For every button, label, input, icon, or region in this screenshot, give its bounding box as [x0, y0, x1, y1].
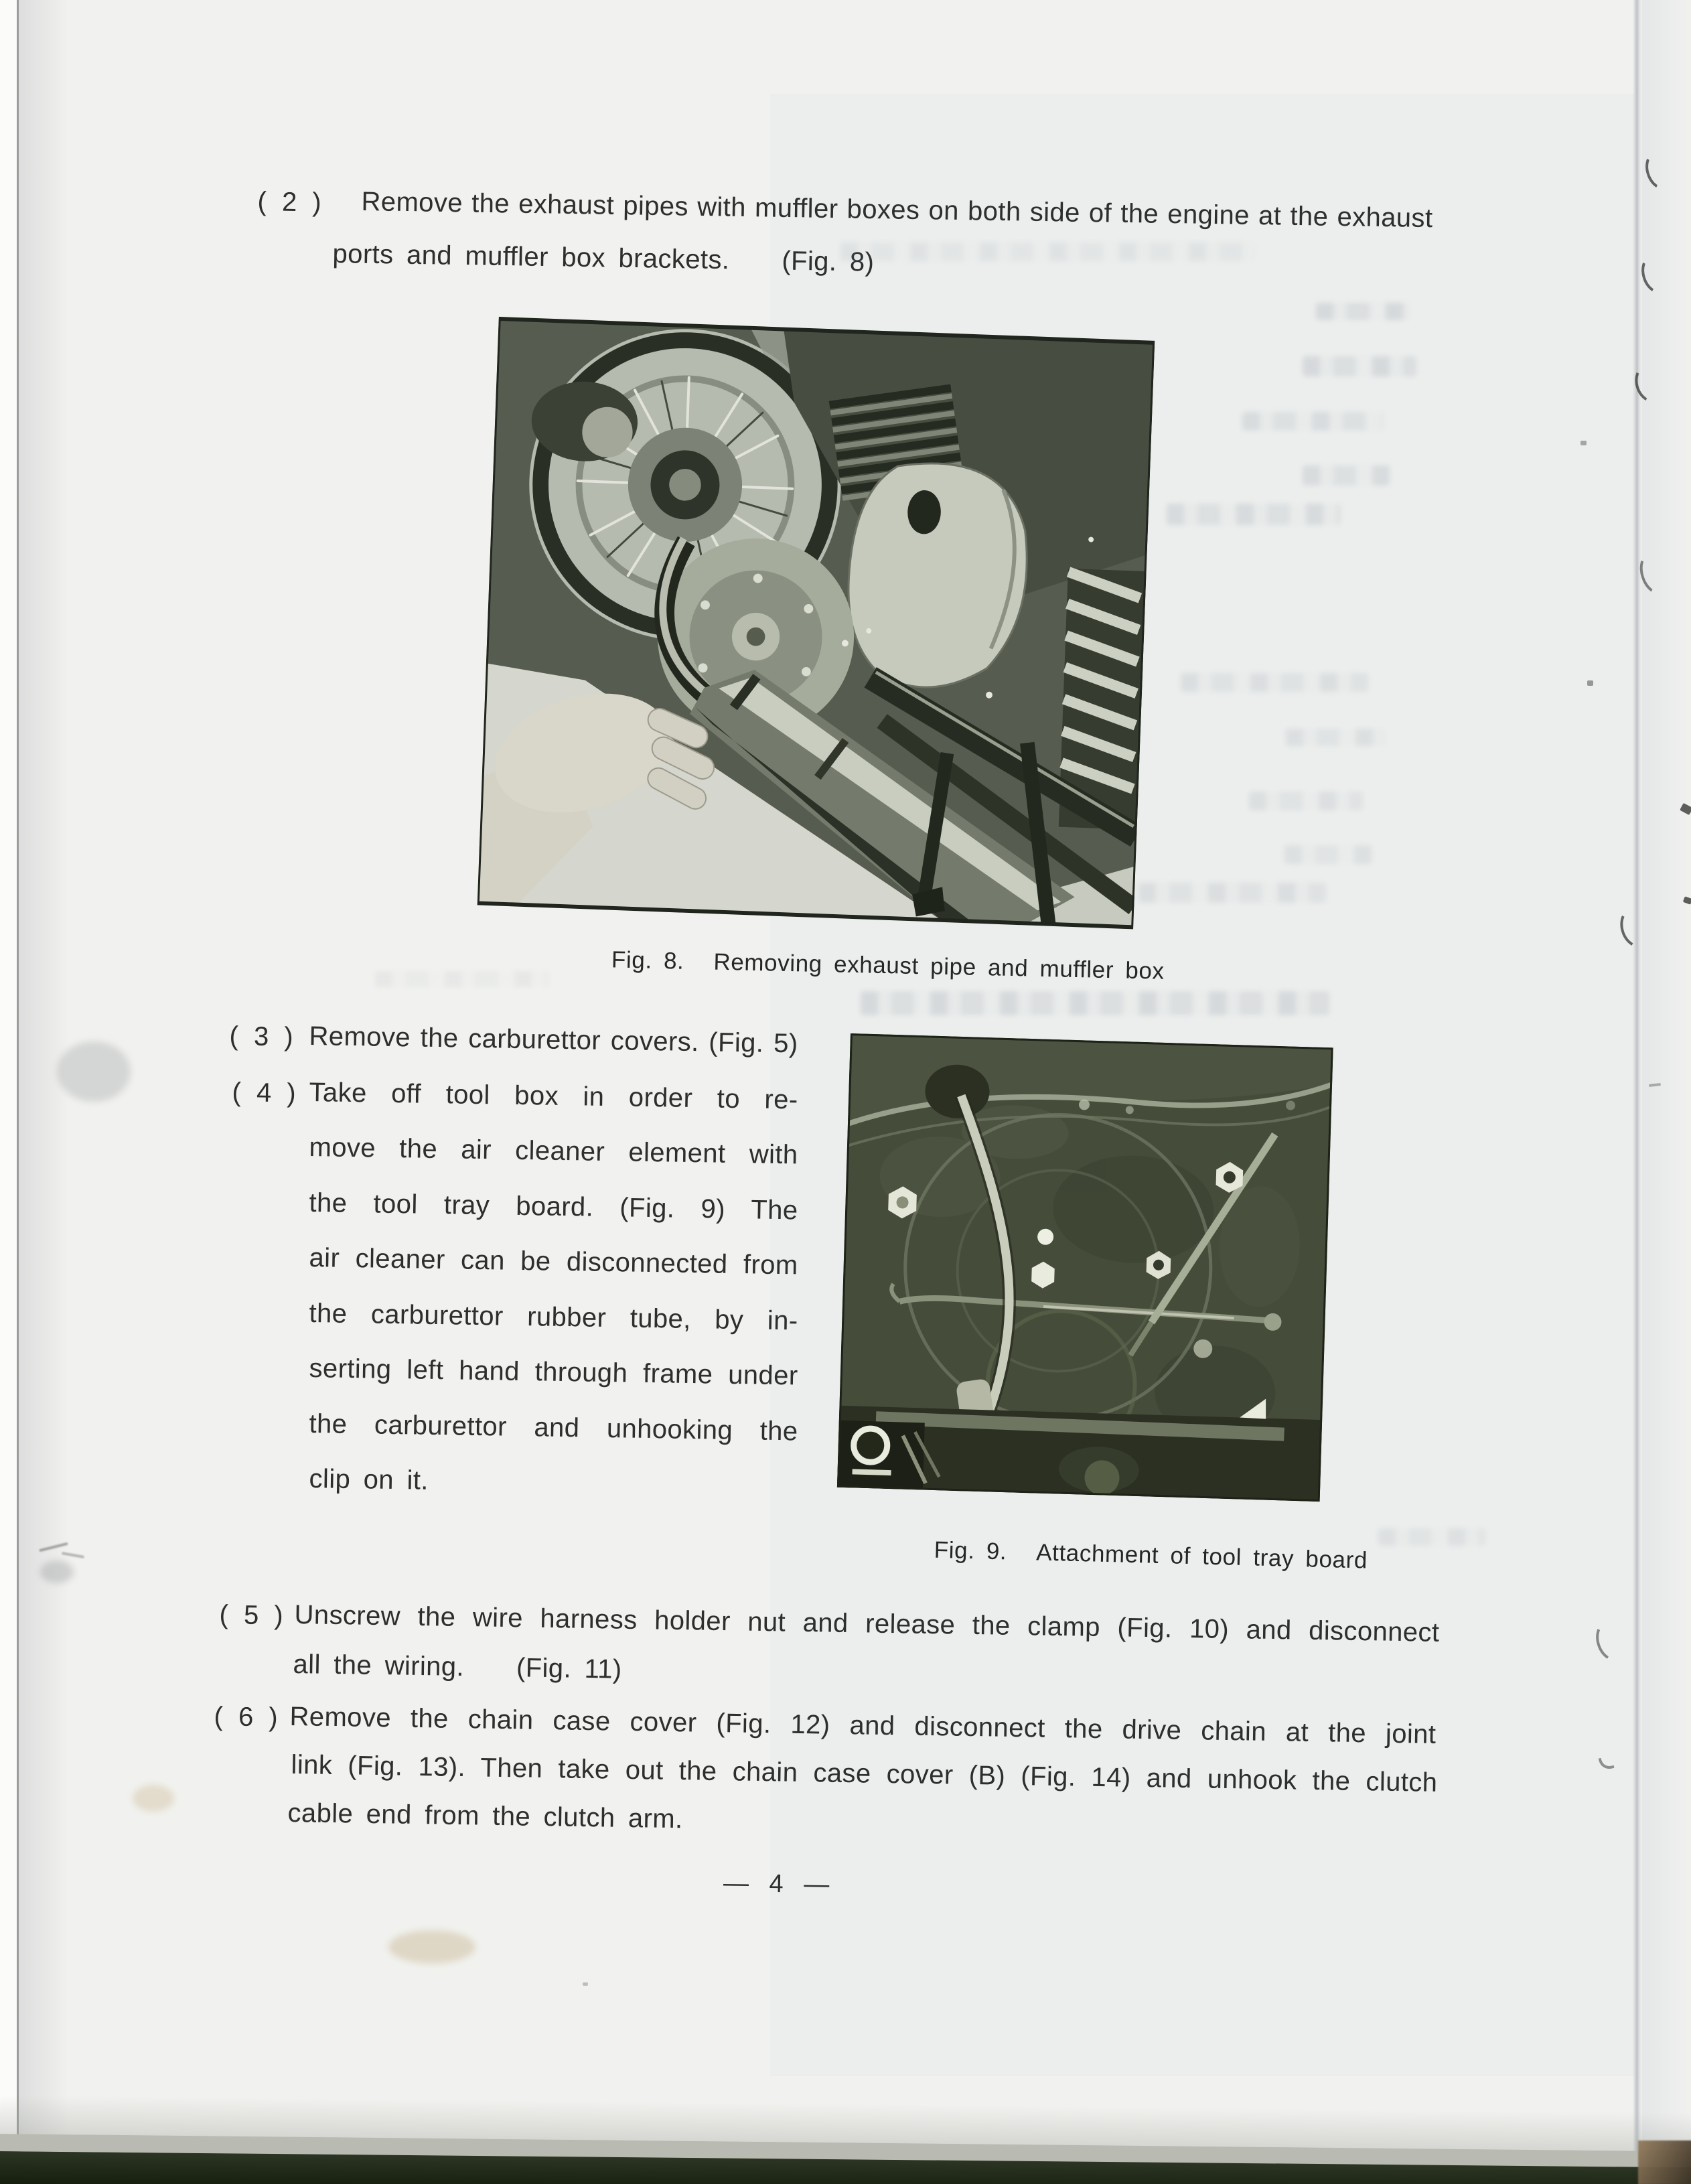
paragraph-text-line: the carburettor and unhooking the: [309, 1408, 798, 1447]
paragraph-text-line: serting left hand through frame under: [309, 1353, 798, 1391]
paragraph-number-label: ( 3 ): [229, 1021, 295, 1052]
paragraph-text-line: clip on it.: [309, 1463, 429, 1496]
paragraph-number-label: ( 2 ): [257, 186, 323, 218]
bleed-through-text: [1378, 1528, 1485, 1546]
bleed-through-text: [1303, 465, 1390, 486]
bleed-through-text: [840, 242, 1256, 261]
pencil-smudge: [40, 1560, 74, 1583]
left-edge-shading: [19, 0, 69, 2184]
bleed-through-text: [1181, 673, 1368, 692]
corner-shadow: [1638, 2140, 1691, 2184]
page-number: — 4 —: [723, 1869, 831, 1899]
paragraph-text-line: cable end from the clutch arm.: [287, 1798, 683, 1834]
bleed-through-text: [375, 971, 549, 987]
bleed-through-text: [1286, 729, 1386, 746]
bleed-through-text: [1249, 792, 1363, 810]
fig8-caption-text: Removing exhaust pipe and muffler box: [713, 948, 1165, 985]
gray-smudge: [57, 1041, 131, 1102]
dust-speck: [583, 1982, 588, 1986]
paragraph-text-line: Remove the exhaust pipes with muffler boxes on both side of the engine at the exhaust: [361, 186, 1433, 234]
paragraph-number-label: ( 6 ): [214, 1701, 280, 1733]
fig9-tool-tray-illustration: [837, 1033, 1333, 1502]
fig9-caption: [887, 1509, 1368, 1601]
bleed-through-text: [861, 991, 1329, 1015]
paragraph-text-line: Remove the carburettor covers. (Fig. 5): [309, 1021, 798, 1059]
paragraph-text-line: all the wiring. (Fig. 11): [293, 1649, 622, 1684]
fig9-caption-label: Fig. 9.: [934, 1536, 1007, 1565]
fig8-motorcycle-exhaust-illustration: [477, 315, 1155, 931]
paragraph-text-line: move the air cleaner element with: [309, 1132, 798, 1170]
bleed-through-text: [1167, 504, 1341, 525]
fig8-photo: [477, 315, 1155, 931]
paragraph-number-label: ( 5 ): [219, 1599, 285, 1631]
fig8-caption-label: Fig. 8.: [611, 946, 684, 974]
right-edge-shading: [1642, 0, 1691, 2184]
tan-smudge: [388, 1930, 475, 1964]
right-page-curve-line: [1633, 0, 1642, 2184]
paragraph-text-line: Unscrew the wire harness holder nut and release the clamp (Fig. 10) and disconnect: [294, 1599, 1440, 1648]
bleed-through-text: [1242, 412, 1383, 431]
fig9-photo: [837, 1033, 1333, 1502]
fig9-caption-text: Attachment of tool tray board: [1035, 1539, 1368, 1574]
paragraph-text-line: the tool tray board. (Fig. 9) The: [309, 1187, 798, 1226]
paragraph-text-line: ports and muffler box brackets. (Fig. 8): [332, 238, 875, 277]
paragraph-text-line: Take off tool box in order to re-: [309, 1077, 798, 1115]
paragraph-text-line: link (Fig. 13). Then take out the chain case cover (B) (Fig. 14) and unhook the clutch: [291, 1749, 1438, 1798]
bleed-through-text: [1284, 845, 1372, 864]
tan-smudge: [133, 1785, 174, 1812]
bleed-through-text: [1138, 883, 1326, 903]
left-scan-margin: [0, 0, 17, 2184]
paragraph-number-label: ( 4 ): [232, 1077, 298, 1108]
paragraph-text-line: the carburettor rubber tube, by in-: [309, 1298, 798, 1336]
paragraph-text-line: air cleaner can be disconnected from: [309, 1242, 798, 1281]
dust-speck: [1587, 680, 1593, 686]
bleed-through-text: [1303, 356, 1416, 376]
bleed-through-text: [1316, 303, 1410, 320]
paragraph-text-line: Remove the chain case cover (Fig. 12) and disconnect the drive chain at the joint: [289, 1701, 1437, 1749]
dust-speck: [1580, 441, 1587, 445]
